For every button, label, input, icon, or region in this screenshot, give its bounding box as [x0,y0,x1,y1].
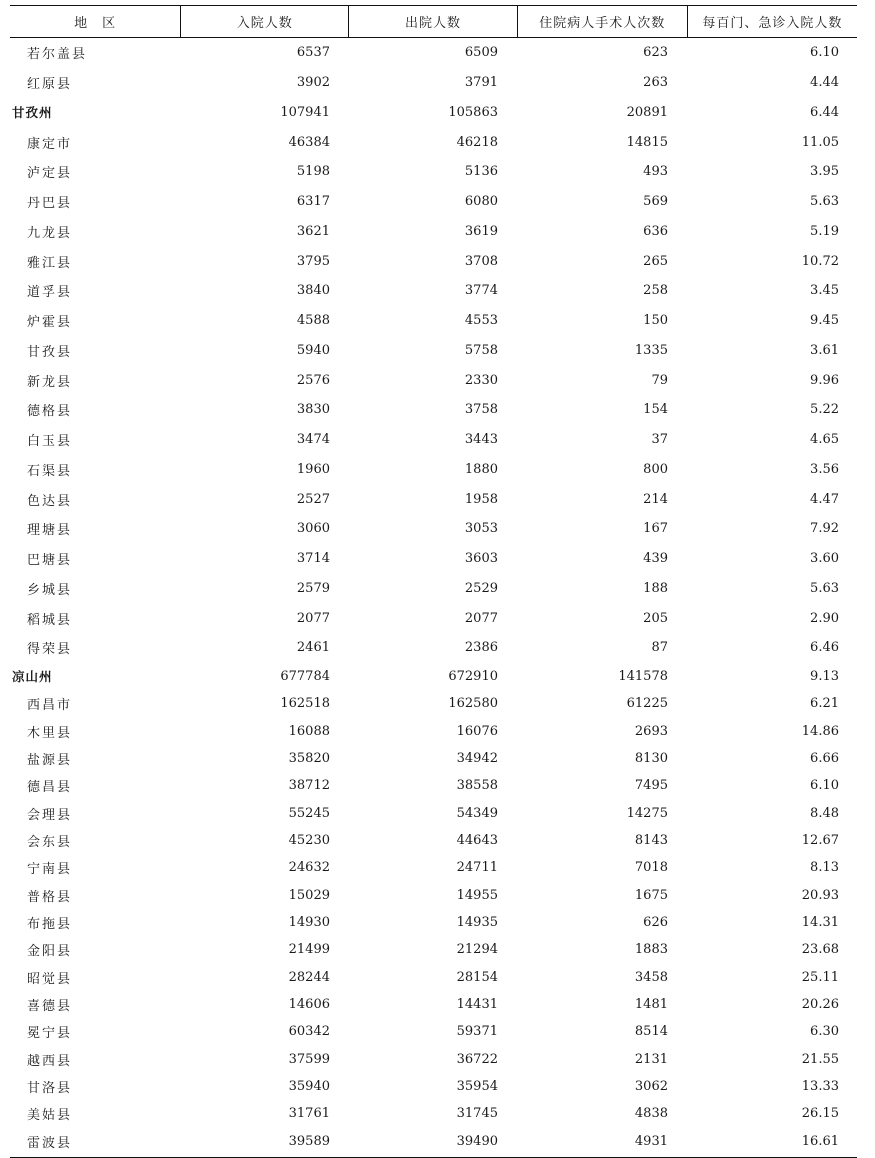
cell-surgeries: 623 [643,45,668,61]
table-row [10,1073,857,1100]
table-row [10,633,857,663]
cell-per-hundred: 9.96 [810,372,839,388]
header-per-hundred: 每百门、急诊入院人数 [687,6,857,37]
cell-admissions: 60342 [288,1024,330,1040]
cell-surgeries: 1335 [634,342,668,358]
cell-region: 石渠县 [27,463,73,479]
cell-admissions: 14606 [288,997,330,1013]
cell-per-hundred: 6.10 [810,778,839,794]
cell-surgeries: 1883 [634,942,668,958]
cell-discharges: 28154 [456,969,498,985]
table-row [10,936,857,963]
cell-admissions: 35940 [288,1079,330,1095]
cell-admissions: 2527 [296,491,330,507]
cell-admissions: 6537 [296,45,330,61]
cell-discharges: 59371 [456,1024,498,1040]
table-row [10,336,857,366]
table-row [10,1128,857,1155]
cell-admissions: 2461 [296,640,330,656]
cell-discharges: 6509 [464,45,498,61]
table-row [10,603,857,633]
cell-admissions: 5940 [296,342,330,358]
cell-admissions: 46384 [288,134,330,150]
cell-per-hundred: 21.55 [801,1051,839,1067]
cell-region: 炉霍县 [27,315,73,331]
header-admissions: 入院人数 [180,6,348,37]
cell-surgeries: 150 [643,313,668,329]
cell-per-hundred: 6.21 [810,696,839,712]
statistics-table [10,5,857,1158]
cell-per-hundred: 4.47 [810,491,839,507]
cell-discharges: 2077 [464,610,498,626]
cell-region: 九龙县 [27,225,73,241]
cell-surgeries: 626 [643,915,668,931]
cell-surgeries: 439 [643,551,668,567]
cell-region: 理塘县 [27,523,73,539]
cell-discharges: 14431 [456,997,498,1013]
cell-surgeries: 8130 [634,750,668,766]
table-header [10,6,857,37]
cell-per-hundred: 6.44 [810,104,839,120]
cell-region: 甘洛县 [27,1081,73,1097]
cell-region: 德昌县 [27,780,73,796]
cell-admissions: 31761 [288,1106,330,1122]
cell-admissions: 3795 [296,253,330,269]
cell-surgeries: 2131 [634,1051,668,1067]
cell-admissions: 3902 [296,75,330,91]
cell-admissions: 107941 [280,104,330,120]
cell-discharges: 31745 [456,1106,498,1122]
cell-discharges: 21294 [456,942,498,958]
cell-discharges: 105863 [448,104,498,120]
table-row [10,799,857,826]
table-row [10,484,857,514]
table-row [10,574,857,604]
cell-per-hundred: 11.05 [801,134,839,150]
cell-region: 丹巴县 [27,196,73,212]
cell-discharges: 14935 [456,915,498,931]
cell-per-hundred: 5.63 [810,580,839,596]
cell-admissions: 45230 [288,832,330,848]
cell-surgeries: 1675 [634,887,668,903]
cell-region: 巴塘县 [27,553,73,569]
cell-per-hundred: 9.45 [810,313,839,329]
cell-surgeries: 4931 [634,1133,668,1149]
cell-admissions: 5198 [296,164,330,180]
cell-admissions: 24632 [288,860,330,876]
table-row [10,827,857,854]
cell-surgeries: 20891 [626,104,668,120]
cell-per-hundred: 3.56 [810,461,839,477]
table-row [10,365,857,395]
cell-admissions: 1960 [296,461,330,477]
cell-per-hundred: 6.46 [810,640,839,656]
cell-region: 乡城县 [27,582,73,598]
cell-discharges: 162580 [448,696,498,712]
cell-surgeries: 8143 [634,832,668,848]
cell-per-hundred: 3.61 [810,342,839,358]
cell-discharges: 4553 [464,313,498,329]
cell-discharges: 24711 [456,860,498,876]
cell-region: 色达县 [27,493,73,509]
cell-region: 雷波县 [27,1135,73,1151]
table-row [10,217,857,247]
cell-surgeries: 265 [643,253,668,269]
cell-discharges: 3774 [464,283,498,299]
cell-admissions: 162518 [280,696,330,712]
cell-per-hundred: 2.90 [810,610,839,626]
cell-admissions: 4588 [296,313,330,329]
cell-discharges: 3443 [464,432,498,448]
cell-admissions: 14930 [288,915,330,931]
table-row [10,882,857,909]
cell-discharges: 6080 [464,194,498,210]
cell-discharges: 2330 [464,372,498,388]
table-group-row [10,98,857,128]
cell-per-hundred: 5.19 [810,223,839,239]
cell-region: 金阳县 [27,944,73,960]
cell-discharges: 3791 [464,75,498,91]
table-row [10,991,857,1018]
table-row [10,1018,857,1045]
cell-surgeries: 7018 [634,860,668,876]
cell-region: 凉山州 [12,669,53,685]
cell-discharges: 39490 [456,1133,498,1149]
cell-region: 红原县 [27,77,73,93]
cell-surgeries: 3458 [634,969,668,985]
table-row [10,909,857,936]
cell-discharges: 1958 [464,491,498,507]
cell-admissions: 3830 [296,402,330,418]
cell-admissions: 37599 [288,1051,330,1067]
cell-discharges: 2386 [464,640,498,656]
cell-per-hundred: 26.15 [801,1106,839,1122]
cell-surgeries: 569 [643,194,668,210]
cell-surgeries: 7495 [634,778,668,794]
cell-per-hundred: 9.13 [810,668,839,684]
cell-region: 昭觉县 [27,971,73,987]
cell-surgeries: 3062 [634,1079,668,1095]
table-row [10,425,857,455]
cell-region: 普格县 [27,889,73,905]
cell-surgeries: 636 [643,223,668,239]
cell-surgeries: 263 [643,75,668,91]
table-row [10,68,857,98]
cell-region: 冕宁县 [27,1026,73,1042]
cell-admissions: 16088 [288,723,330,739]
cell-per-hundred: 6.66 [810,750,839,766]
cell-admissions: 21499 [288,942,330,958]
cell-per-hundred: 8.48 [810,805,839,821]
table-row [10,690,857,717]
cell-per-hundred: 20.26 [801,997,839,1013]
cell-surgeries: 141578 [618,668,668,684]
cell-admissions: 3060 [296,521,330,537]
cell-per-hundred: 3.60 [810,551,839,567]
table-row [10,745,857,772]
cell-discharges: 3708 [464,253,498,269]
table-group-row [10,663,857,690]
cell-discharges: 3053 [464,521,498,537]
cell-discharges: 3603 [464,551,498,567]
cell-region: 盐源县 [27,752,73,768]
cell-region: 会东县 [27,834,73,850]
table-row [10,717,857,744]
cell-discharges: 35954 [456,1079,498,1095]
cell-discharges: 5758 [464,342,498,358]
cell-per-hundred: 5.22 [810,402,839,418]
cell-surgeries: 1481 [634,997,668,1013]
cell-region: 甘孜县 [27,344,73,360]
cell-surgeries: 258 [643,283,668,299]
header-discharges: 出院人数 [348,6,516,37]
cell-surgeries: 61225 [626,696,668,712]
table-row [10,306,857,336]
cell-region: 会理县 [27,807,73,823]
cell-admissions: 3474 [296,432,330,448]
cell-discharges: 54349 [456,805,498,821]
cell-per-hundred: 3.45 [810,283,839,299]
cell-admissions: 35820 [288,750,330,766]
cell-surgeries: 493 [643,164,668,180]
cell-per-hundred: 20.93 [801,887,839,903]
cell-admissions: 2077 [296,610,330,626]
table-row [10,1046,857,1073]
cell-per-hundred: 5.63 [810,194,839,210]
header-surgeries: 住院病人手术人次数 [517,6,687,37]
cell-admissions: 677784 [280,668,330,684]
table-row [10,455,857,485]
cell-discharges: 3619 [464,223,498,239]
cell-per-hundred: 6.10 [810,45,839,61]
cell-surgeries: 188 [643,580,668,596]
cell-surgeries: 154 [643,402,668,418]
cell-region: 西昌市 [27,698,73,714]
cell-discharges: 5136 [464,164,498,180]
cell-surgeries: 79 [651,372,668,388]
cell-surgeries: 37 [651,432,668,448]
cell-region: 康定市 [27,136,73,152]
table-row [10,514,857,544]
cell-region: 道孚县 [27,285,73,301]
cell-region: 雅江县 [27,255,73,271]
cell-discharges: 3758 [464,402,498,418]
cell-region: 布拖县 [27,917,73,933]
cell-region: 稻城县 [27,612,73,628]
cell-admissions: 38712 [288,778,330,794]
cell-region: 泸定县 [27,166,73,182]
table-row [10,127,857,157]
table-row [10,38,857,68]
cell-region: 甘孜州 [12,105,53,121]
cell-region: 喜德县 [27,999,73,1015]
cell-admissions: 2576 [296,372,330,388]
cell-discharges: 38558 [456,778,498,794]
cell-discharges: 14955 [456,887,498,903]
cell-region: 木里县 [27,725,73,741]
table-body [10,38,857,1155]
cell-admissions: 3714 [296,551,330,567]
cell-admissions: 6317 [296,194,330,210]
cell-discharges: 2529 [464,580,498,596]
cell-per-hundred: 10.72 [801,253,839,269]
cell-discharges: 16076 [456,723,498,739]
cell-surgeries: 205 [643,610,668,626]
cell-surgeries: 4838 [634,1106,668,1122]
cell-per-hundred: 14.86 [801,723,839,739]
cell-admissions: 55245 [288,805,330,821]
cell-admissions: 3840 [296,283,330,299]
cell-per-hundred: 14.31 [801,915,839,931]
cell-surgeries: 167 [643,521,668,537]
cell-discharges: 1880 [464,461,498,477]
cell-surgeries: 87 [651,640,668,656]
cell-discharges: 44643 [456,832,498,848]
cell-per-hundred: 8.13 [810,860,839,876]
cell-per-hundred: 3.95 [810,164,839,180]
cell-discharges: 672910 [448,668,498,684]
cell-discharges: 36722 [456,1051,498,1067]
cell-per-hundred: 16.61 [801,1133,839,1149]
table-row [10,246,857,276]
cell-surgeries: 800 [643,461,668,477]
table-row [10,1100,857,1127]
cell-region: 美姑县 [27,1108,73,1124]
table-row [10,187,857,217]
cell-admissions: 3621 [296,223,330,239]
table-row [10,276,857,306]
table-row [10,544,857,574]
cell-region: 德格县 [27,404,73,420]
cell-surgeries: 214 [643,491,668,507]
cell-per-hundred: 13.33 [801,1079,839,1095]
cell-region: 宁南县 [27,862,73,878]
cell-region: 新龙县 [27,374,73,390]
cell-surgeries: 14815 [626,134,668,150]
cell-per-hundred: 4.44 [810,75,839,91]
cell-region: 越西县 [27,1053,73,1069]
table-row [10,772,857,799]
header-region: 地 区 [74,16,117,31]
cell-per-hundred: 12.67 [801,832,839,848]
cell-admissions: 2579 [296,580,330,596]
cell-region: 若尔盖县 [27,47,88,63]
cell-admissions: 28244 [288,969,330,985]
cell-admissions: 15029 [288,887,330,903]
cell-region: 白玉县 [27,434,73,450]
table-row [10,395,857,425]
cell-surgeries: 2693 [634,723,668,739]
cell-surgeries: 8514 [634,1024,668,1040]
cell-per-hundred: 7.92 [810,521,839,537]
table-row [10,157,857,187]
cell-per-hundred: 4.65 [810,432,839,448]
cell-admissions: 39589 [288,1133,330,1149]
table-row [10,854,857,881]
cell-surgeries: 14275 [626,805,668,821]
table-row [10,964,857,991]
cell-per-hundred: 6.30 [810,1024,839,1040]
cell-discharges: 34942 [456,750,498,766]
cell-per-hundred: 23.68 [801,942,839,958]
cell-per-hundred: 25.11 [801,969,839,985]
cell-region: 得荣县 [27,642,73,658]
cell-discharges: 46218 [456,134,498,150]
